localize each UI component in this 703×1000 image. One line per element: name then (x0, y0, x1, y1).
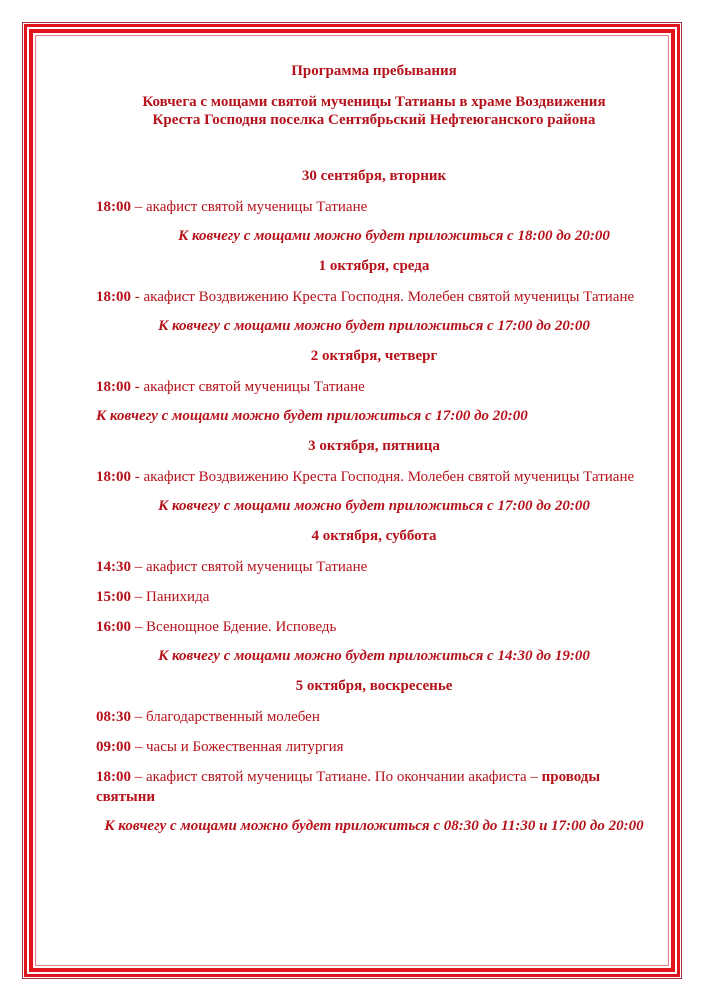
item-text: благодарственный молебен (146, 709, 320, 725)
day-section (96, 437, 652, 515)
day-section (96, 347, 652, 425)
day-date: 3 октября, пятница (308, 438, 440, 454)
item-bold-tail: проводы святыни (96, 769, 601, 805)
item-time: 18:00 (96, 289, 131, 305)
schedule-item (96, 737, 652, 757)
item-separator: – (131, 769, 146, 785)
schedule-item (96, 197, 652, 217)
item-time: 16:00 (96, 619, 131, 635)
veneration-note: К ковчегу с мощами можно будет приложиться с 18:00 до 20:00 (178, 228, 610, 244)
schedule-item (96, 767, 652, 807)
veneration-note: К ковчегу с мощами можно будет приложиться с 17:00 до 20:00 (158, 318, 590, 334)
item-time: 18:00 (96, 379, 131, 395)
item-time: 18:00 (96, 769, 131, 785)
veneration-note: К ковчегу с мощами можно будет приложиться с 14:30 до 19:00 (158, 648, 590, 664)
day-section (96, 167, 652, 245)
item-time: 18:00 (96, 199, 131, 215)
item-separator: – (131, 739, 146, 755)
item-separator: - (131, 289, 144, 305)
item-separator: - (131, 379, 144, 395)
item-separator: – (131, 709, 146, 725)
item-text: акафист святой мученицы Татиане (143, 379, 365, 395)
document-title: Программа пребывания (291, 63, 457, 79)
item-time: 09:00 (96, 739, 131, 755)
item-separator: – (131, 589, 146, 605)
schedule-item (96, 617, 652, 637)
item-text: акафист святой мученицы Татиане (146, 199, 368, 215)
day-section (96, 257, 652, 335)
schedule-item (96, 587, 652, 607)
schedule-item (96, 287, 652, 307)
item-text: Панихида (146, 589, 210, 605)
item-separator: – (131, 559, 146, 575)
item-time: 15:00 (96, 589, 131, 605)
schedule-document (96, 62, 652, 847)
day-section (96, 677, 652, 835)
day-date: 4 октября, суббота (311, 528, 437, 544)
day-date: 2 октября, четверг (310, 348, 438, 364)
item-time: 08:30 (96, 709, 131, 725)
item-text: акафист святой мученицы Татиане. По окончании акафиста – (146, 769, 542, 785)
item-text: акафист Воздвижению Креста Господня. Молебен святой мученицы Татиане (143, 469, 635, 485)
document-subtitle-line-1: Ковчега с мощами святой мученицы Татианы в храме Воздвижения (142, 94, 606, 110)
document-subtitle-line-2: Креста Господня поселка Сентябрьский Нефтеюганского района (152, 112, 596, 128)
item-time: 14:30 (96, 559, 131, 575)
schedule-item (96, 707, 652, 727)
item-text: акафист Воздвижению Креста Господня. Молебен святой мученицы Татиане (143, 289, 635, 305)
day-date: 1 октября, среда (318, 258, 430, 274)
item-separator: - (131, 469, 144, 485)
day-date: 30 сентября, вторник (301, 168, 447, 184)
item-text: акафист святой мученицы Татиане (146, 559, 368, 575)
item-separator: – (131, 619, 146, 635)
item-text: часы и Божественная литургия (146, 739, 344, 755)
item-time: 18:00 (96, 469, 131, 485)
schedule-item (96, 557, 652, 577)
veneration-note: К ковчегу с мощами можно будет приложиться с 08:30 до 11:30 и 17:00 до 20:00 (104, 818, 644, 834)
day-section (96, 527, 652, 665)
veneration-note: К ковчегу с мощами можно будет приложиться с 17:00 до 20:00 (96, 408, 528, 424)
schedule-item (96, 467, 652, 487)
day-date: 5 октября, воскресенье (295, 678, 453, 694)
schedule-item (96, 377, 652, 397)
veneration-note: К ковчегу с мощами можно будет приложиться с 17:00 до 20:00 (158, 498, 590, 514)
item-separator: – (131, 199, 146, 215)
item-text: Всенощное Бдение. Исповедь (146, 619, 337, 635)
